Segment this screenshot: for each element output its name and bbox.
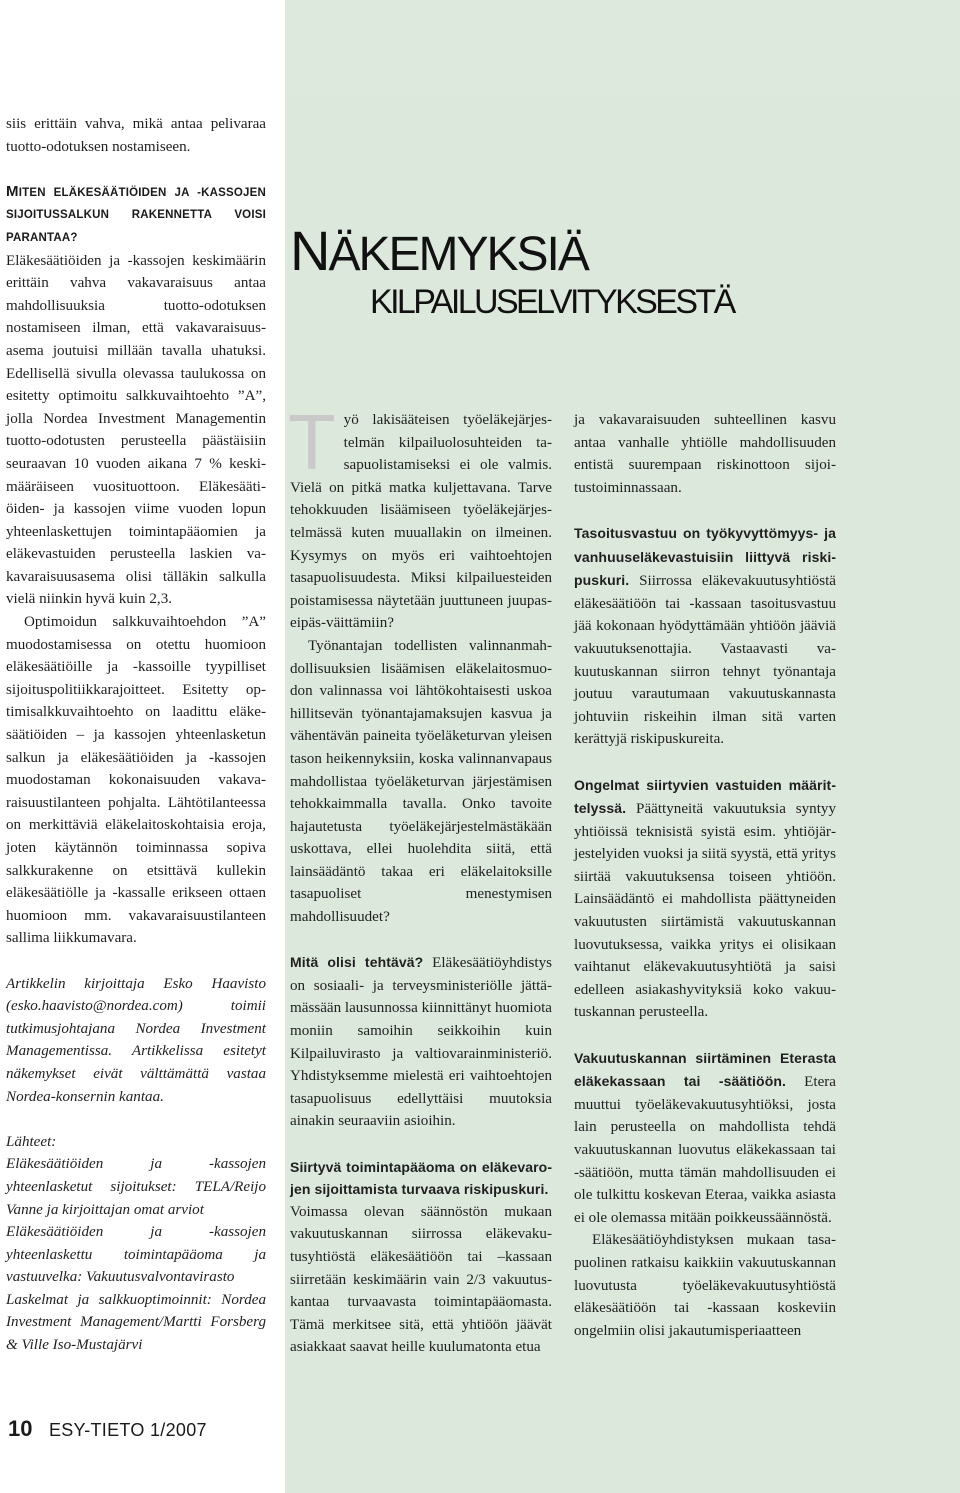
column-right (574, 409, 836, 1342)
source-item: Eläkesäätiöiden ja -kassojen yhteenlasketut sijoitukset: TELA/Reijo Vanne ja kirjoittajan omat arviot (6, 1156, 266, 1218)
spacer (574, 751, 836, 774)
subheading: Siirtyvä toimintapääoma on eläkevarojen sijoittamista turvaava riskipuskuri. (290, 1158, 552, 1198)
paragraph: Optimoidun salkkuvaihtoehdon ”A” muodostamisessa on otettu huomioon eläkesäätiöille ja -kassoille tyypilliset sijoituspolitiikkarajoitteet. Esitetty optimisalkkuvaihtoehto on laadittu eläkesäätiöiden – ja kassojen yhteenlasketun salkun ja eläkesäätiöiden ja -kassojen muodostaman kokonaisuuden vakavaraisuustilanteen pohjalta. Lähtötilanteessa on merkittäviä eläkelaitoskohtaisia eroja, joten käytännön toiminnassa sopiva salkkurakenne on etsittävä kullekin eläkesäätiölle ja -kassalle erikseen ottaen huomioon mm. vakavaraisuustilanteen sallima liikkumavara. (6, 614, 266, 947)
author-note: Artikkelin kirjoittaja Esko Haavisto (esko.haavisto@nordea.com) toimii tutkimusjohtajana Nordea Investment Managementissa. Artikkelissa esitetyt näkemykset eivät välttämättä vastaa Nordea-konsernin kantaa. (6, 975, 266, 1105)
spacer (6, 158, 266, 181)
spacer (290, 929, 552, 952)
paragraph: Mitä olisi tehtävä? Eläkesäätiöyhdistys on sosiaali- ja terveysministeriölle jättämässään lausunnossa kiinnittänyt huomiota moniin samoihin seikkoihin kuin Kilpailuvirasto ja valtiovarainministeriö. Yhdistyksemme mielestä eri vaihtoehtojen tasapuolisuus edellyttäisi muutoksia ainakin seuraaviin asioihin. (290, 954, 553, 1130)
section-heading: MITEN ELÄKESÄÄTIÖIDEN JA -KASSOJEN SIJOITUSSALKUN RAKENNETTA VOISI PARANTAA? (6, 182, 266, 244)
paragraph: ja vakavaraisuuden suhteellinen kasvu antaa vanhalle yhtiölle mahdollisuuden entistä suurempaan riskinottoon sijoitustoiminnassaan. (574, 412, 836, 496)
paragraph: Voimassa olevan säännöstön mukaan vakuutuskannan siirrossa eläkevakutusyhtiöstä eläkesäätiöön tai –kassaan siirretään keskimäärin vain 2/3 vakuutuskantaa turvaavasta toimintapääomasta. Tämä merkitsee sitä, että yhtiöön jäävät asiakkaat saavat heille kuulumatonta etua (290, 1203, 552, 1356)
page-number: 10 (8, 1416, 33, 1441)
article-title-line1: NÄKEMYKSIÄ (290, 219, 588, 282)
subheading: Tasoitusvastuu on työkyvyttömyys- ja vanhuuseläkevastuisiin liittyvä riskipuskuri. (574, 524, 836, 589)
paragraph: Työnantajan todellisten valinnanmahdollisuuksien lisäämisen eläkelaitosmuodon valinnassa voi lähtökohtaisesti uskoa hillitsevän työnantajamaksujen kasvua ja vähentävän paineita työeläketurvan yleisen tason heikennyksiin, koska valinnanvapaus mahdollistaa työeläketurvan järjestämisen tehokkaimmalla tavalla. Onko tavoite hajautetusta työeläkejärjestelmästäkään uskottava, ellei huolehdita siitä, että lainsäädäntö takaa eri eläkelaitoksille tasapuoliset menestymisen mahdollisuudet? (290, 637, 552, 926)
column-left (6, 113, 266, 1357)
spacer (6, 950, 266, 973)
paragraph: Eläkesäätiöiden ja -kassojen keskimäärin erittäin vahva vakavaraisuus antaa mahdollisuuksia tuotto-odotuksen nostamiseen ilman, että vakavaraisuusasema joutuisi millään tavalla uhatuksi. Edellisellä sivulla olevassa taulukossa on esitetty optimoitu salkkuvaihtoehto ”A”, jolla Nordea Investment Managementin tuotto-odotusten perusteella päästäisiin seuraavan 10 vuoden aikana 7 % keskimääräiseen vuosituottoon. Eläkesäätiöiden- ja kassojen viime vuoden lopun yhteenlaskettujen toimintapääomien ja eläkevastuiden perusteella laskien vakavaraisuusasema olisi tälläkin salkulla vielä niinkin hyvä kuin 2,3. (6, 252, 266, 608)
paragraph: Tasoitusvastuu on työkyvyttömyys- ja vanhuuseläkevastuisiin liittyvä riskipuskuri. Siirrossa eläkevakuutusyhtiöstä eläkesäätiöön tai -kassaan tasoitusvastuu jää kokonaan hyödyttämään yhtiöön jääviä vakuutuksenottajia. Vastaavasti vakuutuskannan siirron tehnyt työnantaja joutuu varautumaan vakuutuskannasta johtuviin riskeihin ilman sitä varten kerättyjä riskipuskureita. (574, 524, 836, 748)
spacer (574, 499, 836, 522)
paragraph: Eläkesäätiöyhdistyksen mukaan tasapuolinen ratkaisu kaikkiin vakuutuskannan luovutusta työeläkevakuutusyhtiöstä eläkesäätiöön tai -kassaan koskeviin ongelmiin olisi jakautumisperiaatteen (574, 1232, 836, 1339)
article-title-line2: KILPAILUSELVITYKSESTÄ (370, 283, 734, 321)
paragraph: Ongelmat siirtyvien vastuiden määrittelyssä. Päättyneitä vakuutuksia syntyy yhtiöissä teknisistä syistä esim. yhtiöjärjestelyiden vuoksi ja siitä syystä, että yritys siirtää vakuutuksensa toiseen yhtiöön. Lainsäädäntö ei mahdollista päättyneiden vakuutusten siirtämistä vakuutuskannan luovutuksessa, vaikka yritys ei olisikaan vaihtanut eläkevakuutusyhtiötä ja saisi edelleen asiakashyvityksiä koko vakuutuskannan perusteella. (574, 776, 837, 1021)
sources-label: Lähteet: (6, 1133, 57, 1150)
intro-text: siis erittäin vahva, mikä antaa pelivaraa tuotto-odotuksen nostamiseen. (6, 116, 266, 155)
source-item: Laskelmat ja salkkuoptimoinnit: Nordea Investment Management/Martti Forsberg & Ville Iso-Mustajärvi (6, 1291, 266, 1354)
magazine-issue: ESY-TIETO 1/2007 (48, 1420, 207, 1440)
subheading: Vakuutuskannan siirtäminen Eterasta eläkekassaan tai -säätiöön. (574, 1049, 836, 1090)
page-footer (8, 1416, 207, 1442)
source-item: Eläkesäätiöiden ja -kassojen yhteenlaskettu toimintapääoma ja vastuuvelka: Vakuutusvalvontavirasto (6, 1224, 266, 1286)
column-middle (288, 398, 553, 1359)
paragraph: Vakuutuskannan siirtäminen Eterasta eläkekassaan tai -säätiöön. Etera muuttui työeläkevakuutusyhtiöksi, josta lain perusteella on mahdollista tehdä vakuutuskannan luovutus eläkekassaan tai -säätiöön, mutta tämän mahdollisuuden ei ole tulkittu koskevan Eteraa, vaikka asiasta ei ole olemassa mitään poikkeussäännöstä. (574, 1049, 836, 1226)
spacer (6, 1108, 266, 1131)
subheading: Mitä olisi tehtävä? (290, 954, 424, 971)
drop-cap: T (288, 398, 336, 486)
subheading: Ongelmat siirtyvien vastuiden määrittelyssä. (574, 776, 836, 817)
spacer (574, 1024, 836, 1047)
spacer (290, 1133, 552, 1156)
lead-paragraph: Työ lakisääteisen työeläkejärjestelmän kilpailuolosuhteiden tasapuolistamiseksi ei ole valmis. Vielä on pitkä matka kuljettavana. Tarve tehokkuuden lisäämiseen työeläkejärjestelmässä kuten muuallakin on ilmeinen. Kysymys on myös eri vaihtoehtojen tasapuolisuudesta. Miksi kilpailuesteiden poistamisessa näytetään juuttuneen juupas-eipäs-väittämiin? (288, 398, 552, 632)
top-green-band (285, 0, 960, 95)
